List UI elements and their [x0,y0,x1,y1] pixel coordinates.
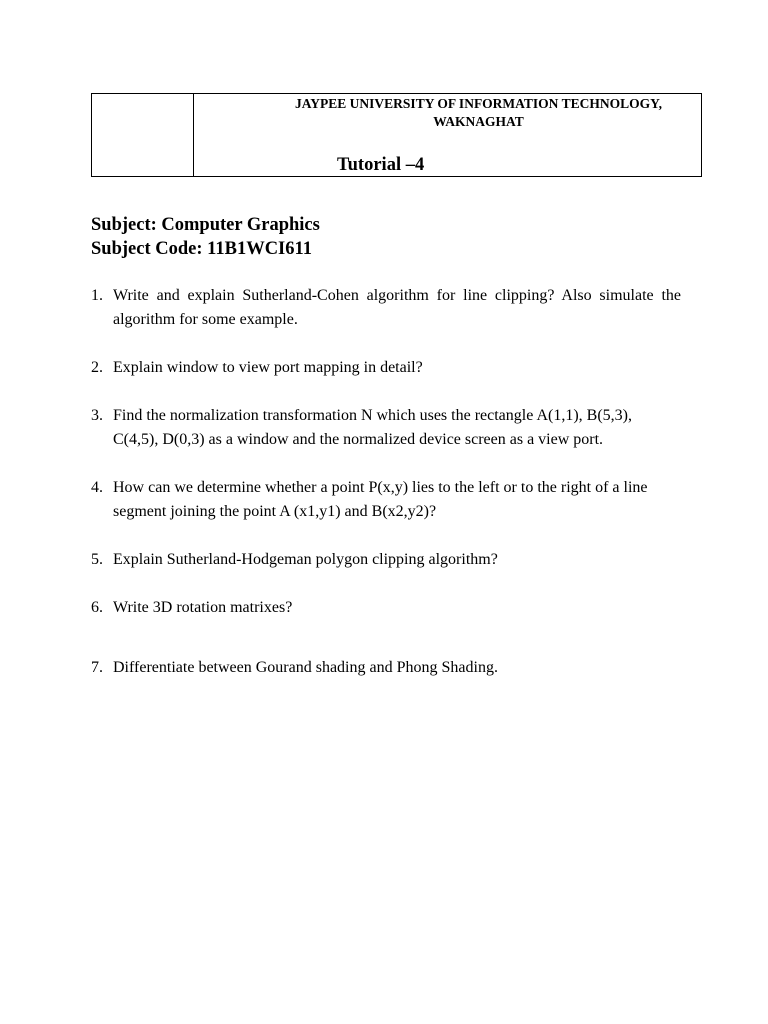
subject-name: Subject: Computer Graphics [91,215,320,235]
university-name-line1: JAYPEE UNIVERSITY OF INFORMATION TECHNOLOGY, [295,96,662,111]
question-text: Explain window to view port mapping in detail? [113,359,423,376]
tutorial-title: Tutorial –4 [337,155,425,175]
subject-code: Subject Code: 11B1WCI611 [91,239,312,259]
question-text: Differentiate between Gourand shading and Phong Shading. [113,659,498,676]
question-number: 4. [91,479,103,496]
question-item-1 [91,284,681,332]
question-list [91,284,681,680]
question-item-2 [91,356,681,380]
question-text: Explain Sutherland-Hodgeman polygon clipping algorithm? [113,551,498,568]
question-item-6 [91,596,681,620]
question-item-4 [91,476,681,524]
question-item-7 [91,656,681,680]
question-text: How can we determine whether a point P(x,y) lies to the left or to the right of a line segment joining the point A (x1,y1) and B(x2,y2)? [113,479,648,520]
subject-block [91,213,320,261]
question-number: 5. [91,551,103,568]
question-item-5 [91,548,681,572]
question-text: Find the normalization transformation N which uses the rectangle A(1,1), B(5,3), C(4,5), D(0,3) as a window and the normalized device screen as a view port. [113,407,632,448]
title-cell [194,94,701,176]
header-table [91,93,702,177]
logo-cell [92,94,194,176]
university-name [194,95,701,131]
question-number: 3. [91,407,103,424]
question-number: 6. [91,599,103,616]
question-item-3 [91,404,681,452]
university-name-line2: WAKNAGHAT [433,114,524,129]
question-number: 1. [91,287,103,304]
question-text: Write and explain Sutherland-Cohen algorithm for line clipping? Also simulate the algorithm for some example. [113,287,681,328]
question-number: 2. [91,359,103,376]
question-text: Write 3D rotation matrixes? [113,599,293,616]
question-number: 7. [91,659,103,676]
